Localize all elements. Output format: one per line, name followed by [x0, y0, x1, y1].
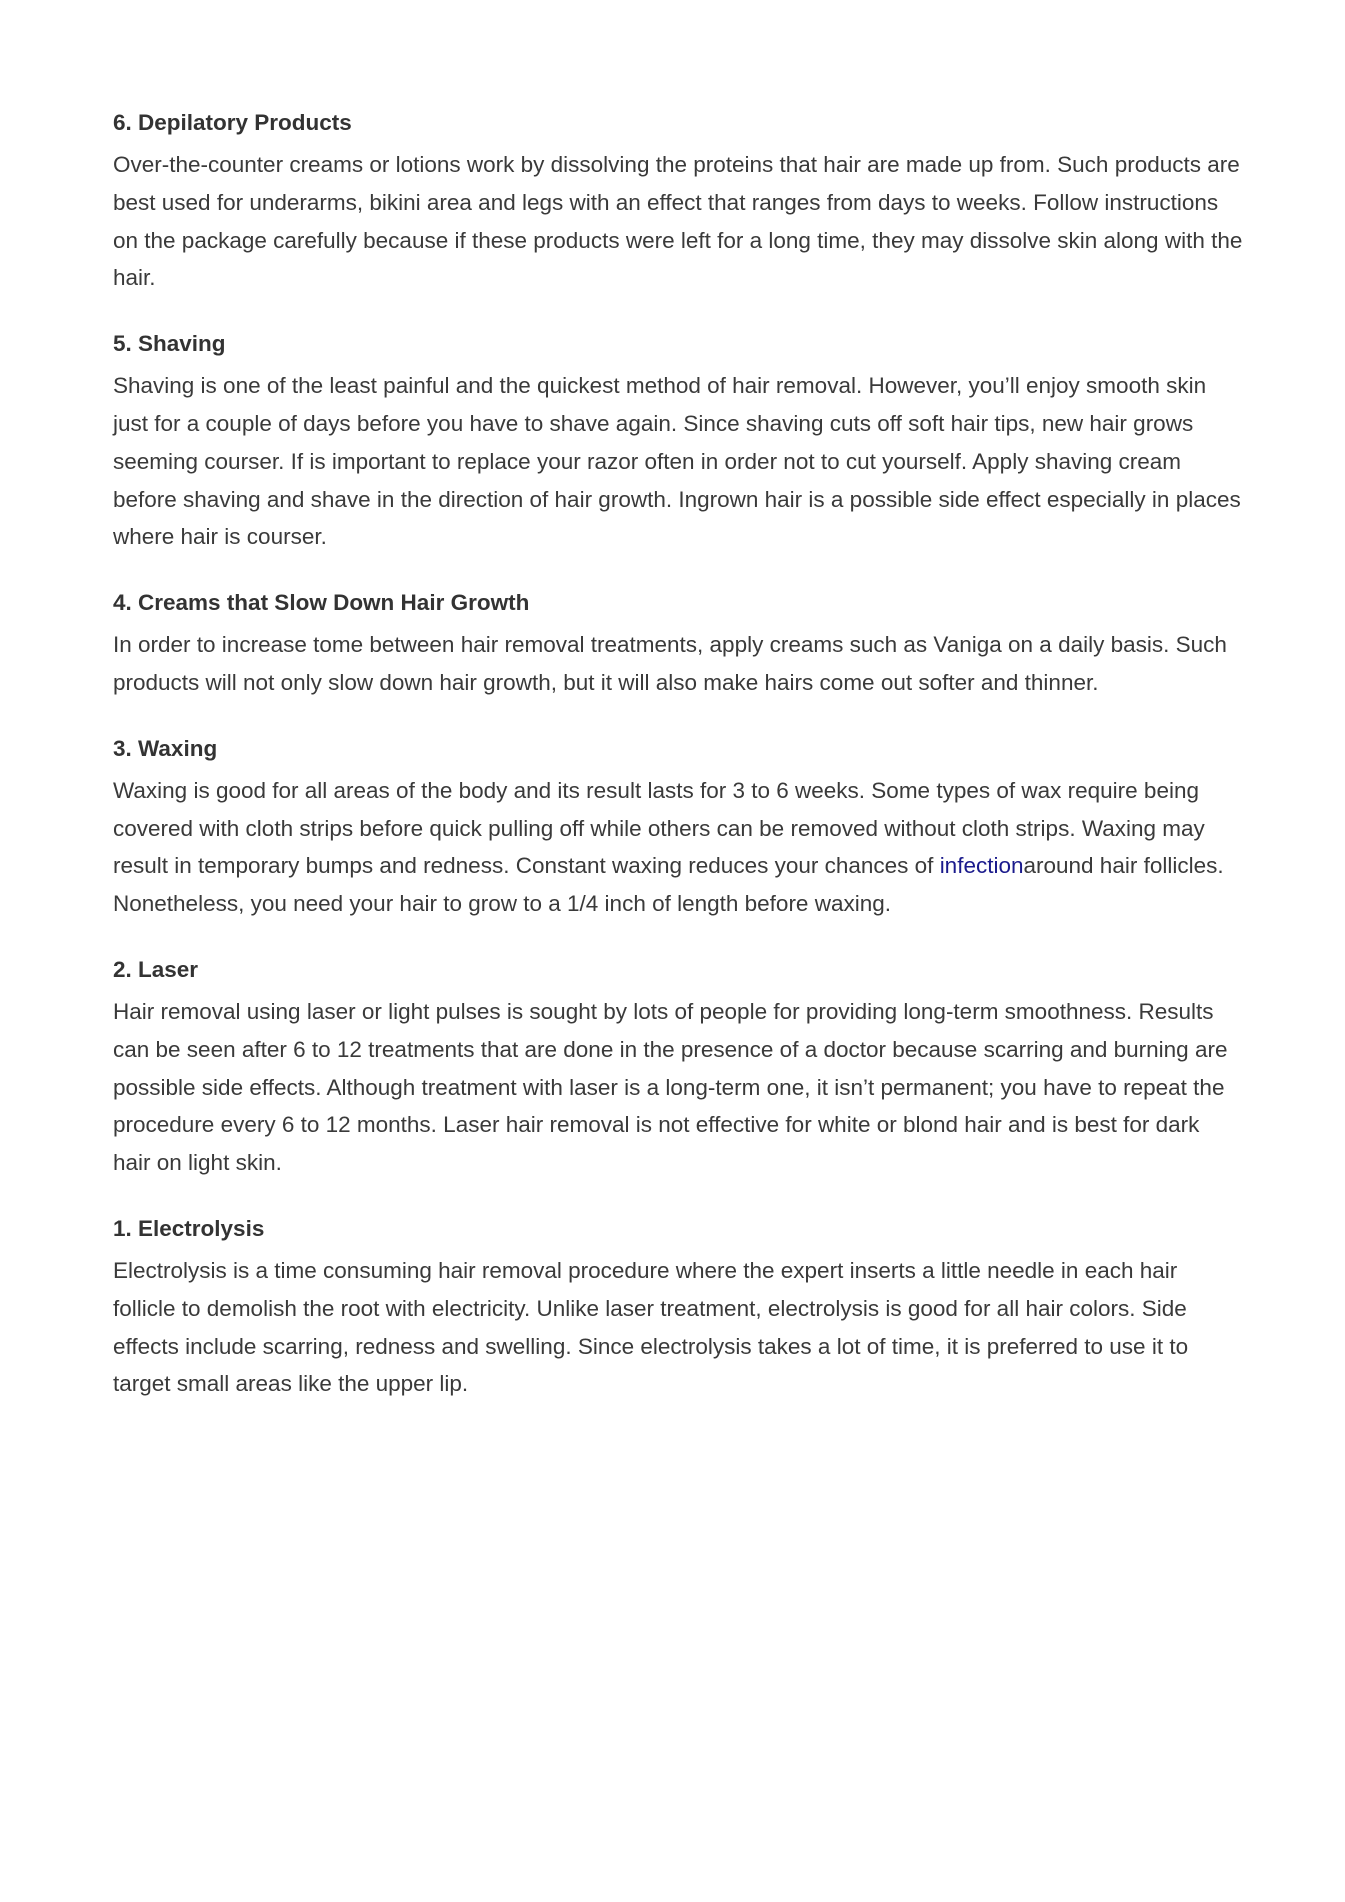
section-body: Electrolysis is a time consuming hair removal procedure where the expert inserts a little needle in each hair follicle to demolish the root with electricity. Unlike laser treatment, electrolysis is good for all hair colors. Side effects include scarring, redness and swelling. Since electrolysis takes a lot of time, it is preferred to use it to target small areas like the upper lip.: [113, 1257, 1189, 1397]
section-body: [113, 772, 1243, 923]
section-title: 1. Electrolysis: [113, 1215, 265, 1241]
section-body: Shaving is one of the least painful and the quickest method of hair removal. However, you’ll enjoy smooth skin just for a couple of days before you have to shave again. Since shaving cuts off soft hair tips, new hair grows seeming courser. If is important to replace your razor often in order not to cut yourself. Apply shaving cream before shaving and shave in the direction of hair growth. Ingrown hair is a possible side effect especially in places where hair is courser.: [113, 373, 1241, 550]
section-title: 5. Shaving: [113, 331, 226, 357]
infection-link[interactable]: infection: [939, 853, 1024, 879]
section-laser: [113, 956, 1243, 1182]
section-title: 3. Waxing: [113, 735, 218, 761]
section-depilatory-products: [113, 109, 1243, 297]
section-body: Hair removal using laser or light pulses is sought by lots of people for providing long-term smoothness. Results can be seen after 6 to 12 treatments that are done in the presence of a doctor because scarring and burning are possible side effects. Although treatment with laser is a long-term one, it isn’t permanent; you have to repeat the procedure every 6 to 12 months. Laser hair removal is not effective for white or blond hair and is best for dark hair on light skin.: [113, 998, 1228, 1176]
section-creams-slow-growth: [113, 589, 1243, 702]
body-text-after-link: around hair follicles. Nonetheless, you need your hair to grow to a 1/4 inch of length before waxing.: [113, 853, 1224, 917]
section-title: 4. Creams that Slow Down Hair Growth: [113, 590, 530, 616]
section-electrolysis: [113, 1215, 1243, 1403]
document-page: [113, 109, 1243, 1436]
section-body: Over-the-counter creams or lotions work by dissolving the proteins that hair are made up from. Such products are best used for underarms, bikini area and legs with an effect that ranges from days to weeks. Follow instructions on the package carefully because if these products were left for a long time, they may dissolve skin along with the hair.: [113, 152, 1243, 291]
section-body: In order to increase tome between hair removal treatments, apply creams such as Vaniga on a daily basis. Such products will not only slow down hair growth, but it will also make hairs come out softer and thinner.: [113, 632, 1227, 695]
section-waxing: [113, 735, 1243, 923]
body-text-before-link: Waxing is good for all areas of the body and its result lasts for 3 to 6 weeks. Some types of wax require being covered with cloth strips before quick pulling off while others can be removed without cloth strips. Waxing may result in temporary bumps and redness. Constant waxing reduces your chances of: [113, 777, 1205, 879]
section-title: 2. Laser: [113, 956, 199, 982]
section-title: 6. Depilatory Products: [113, 110, 352, 135]
section-shaving: [113, 330, 1243, 556]
